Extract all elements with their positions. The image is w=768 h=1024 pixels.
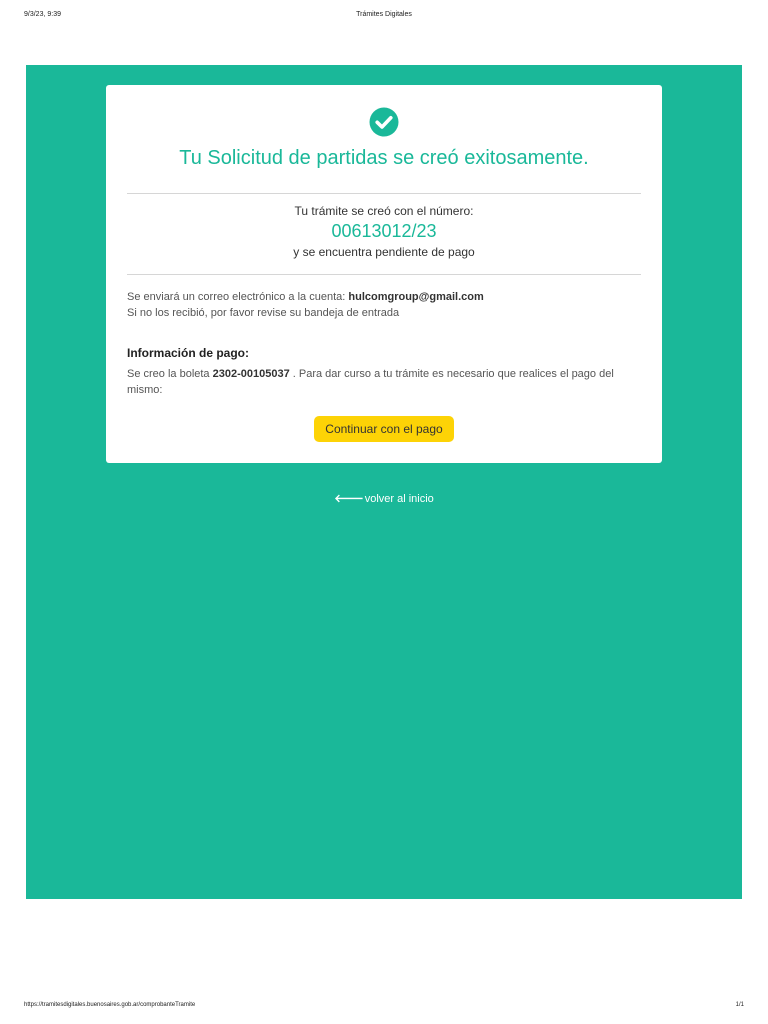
boleta-number: 2302-00105037 bbox=[212, 368, 290, 380]
confirmation-card bbox=[106, 85, 662, 463]
success-title: Tu Solicitud de partidas se creó exitosamente. bbox=[179, 147, 589, 169]
print-title: Trámites Digitales bbox=[356, 11, 412, 18]
check-circle-icon bbox=[369, 107, 399, 137]
payment-heading: Información de pago: bbox=[127, 346, 250, 360]
print-header bbox=[24, 11, 744, 21]
continue-payment-button[interactable]: Continuar con el pago bbox=[314, 416, 454, 442]
tramite-number-label: Tu trámite se creó con el número: bbox=[294, 204, 474, 218]
print-page-number: 1/1 bbox=[735, 1002, 744, 1008]
tramite-status: y se encuentra pendiente de pago bbox=[293, 245, 475, 259]
print-url: https://tramitesdigitales.buenosaires.gob.ar/comprobanteTramite bbox=[24, 1002, 196, 1008]
back-to-home-link[interactable] bbox=[26, 491, 742, 505]
back-link-label: volver al inicio bbox=[364, 493, 434, 505]
print-footer bbox=[24, 1002, 744, 1012]
tramite-number: 00613012/23 bbox=[331, 221, 437, 241]
payment-text bbox=[127, 366, 637, 398]
divider bbox=[127, 274, 641, 275]
email-notice-text: Se enviará un correo electrónico a la cuenta: bbox=[127, 291, 346, 303]
payment-text-before: Se creo la boleta bbox=[127, 368, 210, 380]
print-date: 9/3/23, 9:39 bbox=[24, 11, 61, 18]
divider bbox=[127, 193, 641, 194]
inbox-notice: Si no los recibió, por favor revise su bandeja de entrada bbox=[127, 307, 400, 319]
page-background bbox=[26, 65, 742, 899]
email-notice bbox=[127, 291, 484, 303]
payment-text-after: . Para dar curso a tu trámite es necesario que realices el pago del mismo: bbox=[127, 368, 614, 396]
email-address: hulcomgroup@gmail.com bbox=[348, 291, 484, 303]
arrow-left-icon: 🡐 bbox=[334, 493, 364, 505]
